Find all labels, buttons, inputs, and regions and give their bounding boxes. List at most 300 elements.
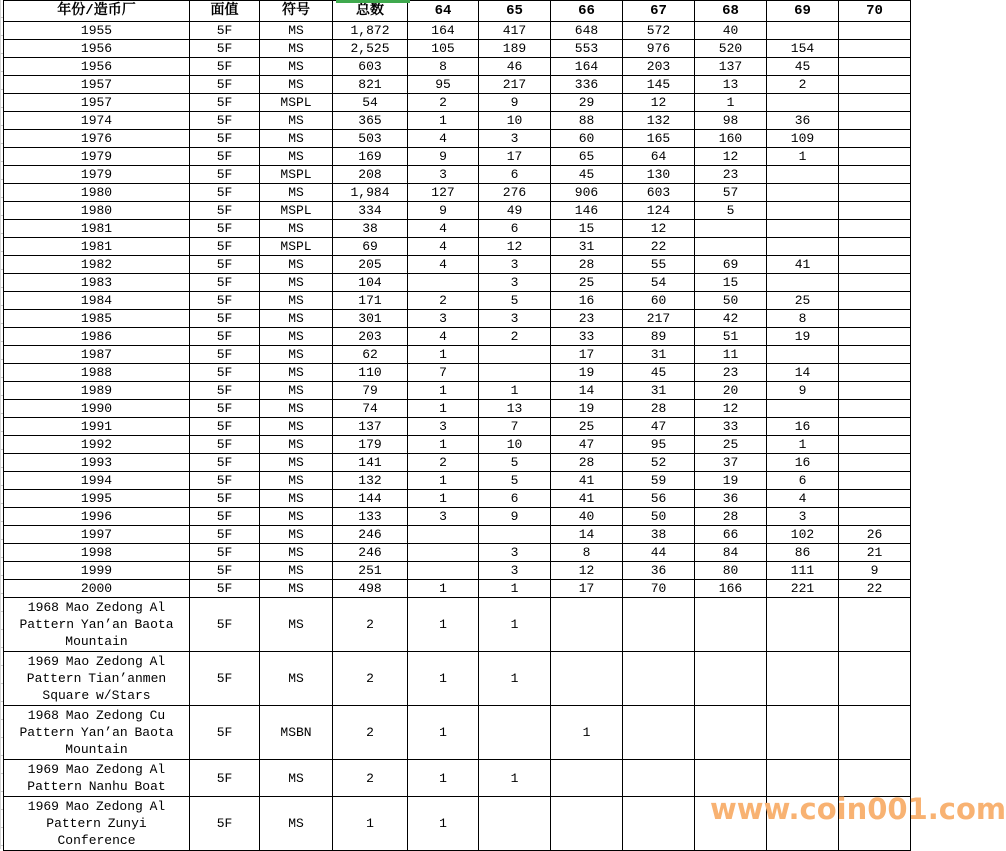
cell-value[interactable]: 154 bbox=[767, 40, 839, 58]
cell-value[interactable] bbox=[839, 760, 911, 797]
cell-value[interactable]: 171 bbox=[333, 292, 408, 310]
cell-value[interactable]: 102 bbox=[767, 526, 839, 544]
cell-value[interactable]: 11 bbox=[695, 346, 767, 364]
cell-value[interactable] bbox=[479, 797, 551, 851]
cell-value[interactable]: 41 bbox=[551, 490, 623, 508]
cell-value[interactable]: 821 bbox=[333, 76, 408, 94]
cell-value[interactable]: 45 bbox=[767, 58, 839, 76]
cell-value[interactable]: 3 bbox=[479, 256, 551, 274]
cell-year-mint[interactable]: 1997 bbox=[4, 526, 190, 544]
cell-value[interactable]: 5F bbox=[190, 508, 260, 526]
cell-value[interactable] bbox=[767, 652, 839, 706]
cell-value[interactable]: 57 bbox=[695, 184, 767, 202]
cell-value[interactable]: 45 bbox=[551, 166, 623, 184]
cell-value[interactable]: 3 bbox=[479, 274, 551, 292]
cell-value[interactable]: 4 bbox=[408, 238, 479, 256]
cell-value[interactable]: 111 bbox=[767, 562, 839, 580]
cell-value[interactable]: 5F bbox=[190, 112, 260, 130]
cell-value[interactable]: 5F bbox=[190, 400, 260, 418]
cell-value[interactable]: 3 bbox=[479, 544, 551, 562]
cell-value[interactable]: 166 bbox=[695, 580, 767, 598]
cell-value[interactable]: 5F bbox=[190, 526, 260, 544]
cell-value[interactable]: 205 bbox=[333, 256, 408, 274]
cell-value[interactable]: 5F bbox=[190, 184, 260, 202]
cell-value[interactable]: 54 bbox=[333, 94, 408, 112]
cell-year-mint[interactable]: 1957 bbox=[4, 76, 190, 94]
cell-value[interactable]: 208 bbox=[333, 166, 408, 184]
cell-value[interactable]: MS bbox=[260, 364, 333, 382]
cell-value[interactable]: 12 bbox=[551, 562, 623, 580]
cell-value[interactable]: MS bbox=[260, 274, 333, 292]
cell-value[interactable]: 38 bbox=[333, 220, 408, 238]
cell-value[interactable]: MS bbox=[260, 148, 333, 166]
cell-value[interactable]: 95 bbox=[623, 436, 695, 454]
cell-value[interactable]: MS bbox=[260, 526, 333, 544]
cell-year-mint[interactable]: 1993 bbox=[4, 454, 190, 472]
cell-value[interactable]: 33 bbox=[695, 418, 767, 436]
cell-value[interactable] bbox=[839, 490, 911, 508]
column-header-2[interactable]: 符号 bbox=[260, 1, 333, 22]
cell-value[interactable]: 86 bbox=[767, 544, 839, 562]
column-header-1[interactable]: 面值 bbox=[190, 1, 260, 22]
cell-value[interactable]: 1 bbox=[479, 598, 551, 652]
cell-value[interactable]: 8 bbox=[767, 310, 839, 328]
cell-value[interactable] bbox=[551, 652, 623, 706]
cell-value[interactable]: 16 bbox=[551, 292, 623, 310]
cell-value[interactable]: 9 bbox=[408, 202, 479, 220]
cell-value[interactable]: 62 bbox=[333, 346, 408, 364]
cell-value[interactable]: 1 bbox=[479, 580, 551, 598]
cell-value[interactable]: MS bbox=[260, 490, 333, 508]
cell-value[interactable]: 10 bbox=[479, 436, 551, 454]
cell-value[interactable]: 104 bbox=[333, 274, 408, 292]
cell-value[interactable]: 29 bbox=[551, 94, 623, 112]
cell-value[interactable] bbox=[623, 652, 695, 706]
cell-value[interactable]: 1 bbox=[408, 490, 479, 508]
cell-value[interactable] bbox=[839, 436, 911, 454]
cell-value[interactable]: 5F bbox=[190, 652, 260, 706]
cell-year-mint[interactable]: 1969 Mao Zedong Al Pattern Nanhu Boat bbox=[4, 760, 190, 797]
cell-value[interactable] bbox=[551, 598, 623, 652]
cell-value[interactable]: 4 bbox=[408, 256, 479, 274]
cell-value[interactable] bbox=[479, 526, 551, 544]
cell-value[interactable]: 110 bbox=[333, 364, 408, 382]
cell-value[interactable]: 572 bbox=[623, 22, 695, 40]
cell-value[interactable]: 2,525 bbox=[333, 40, 408, 58]
cell-value[interactable]: MS bbox=[260, 400, 333, 418]
cell-value[interactable]: MS bbox=[260, 76, 333, 94]
cell-value[interactable] bbox=[839, 472, 911, 490]
cell-value[interactable] bbox=[695, 238, 767, 256]
cell-value[interactable] bbox=[479, 364, 551, 382]
cell-value[interactable]: 12 bbox=[695, 400, 767, 418]
cell-year-mint[interactable]: 1981 bbox=[4, 220, 190, 238]
cell-value[interactable]: 37 bbox=[695, 454, 767, 472]
cell-value[interactable]: 105 bbox=[408, 40, 479, 58]
cell-value[interactable]: 217 bbox=[479, 76, 551, 94]
cell-value[interactable] bbox=[839, 328, 911, 346]
cell-value[interactable] bbox=[623, 797, 695, 851]
cell-value[interactable]: 976 bbox=[623, 40, 695, 58]
cell-value[interactable]: 1 bbox=[479, 382, 551, 400]
cell-value[interactable] bbox=[479, 346, 551, 364]
cell-value[interactable]: 15 bbox=[551, 220, 623, 238]
cell-value[interactable]: 2 bbox=[333, 760, 408, 797]
cell-value[interactable]: 3 bbox=[479, 130, 551, 148]
cell-value[interactable]: MS bbox=[260, 454, 333, 472]
cell-value[interactable]: 5F bbox=[190, 598, 260, 652]
cell-value[interactable]: 79 bbox=[333, 382, 408, 400]
cell-value[interactable] bbox=[839, 220, 911, 238]
cell-value[interactable]: 6 bbox=[479, 490, 551, 508]
cell-value[interactable] bbox=[839, 184, 911, 202]
cell-value[interactable]: MS bbox=[260, 562, 333, 580]
cell-value[interactable]: 5F bbox=[190, 760, 260, 797]
cell-value[interactable]: 9 bbox=[839, 562, 911, 580]
cell-value[interactable]: 906 bbox=[551, 184, 623, 202]
cell-value[interactable] bbox=[767, 166, 839, 184]
cell-value[interactable] bbox=[839, 112, 911, 130]
cell-value[interactable]: 1 bbox=[767, 148, 839, 166]
cell-value[interactable]: 9 bbox=[479, 508, 551, 526]
cell-value[interactable]: 19 bbox=[551, 364, 623, 382]
cell-value[interactable]: 6 bbox=[767, 472, 839, 490]
cell-value[interactable]: 70 bbox=[623, 580, 695, 598]
cell-value[interactable] bbox=[839, 238, 911, 256]
cell-value[interactable] bbox=[767, 706, 839, 760]
cell-value[interactable]: 2 bbox=[767, 76, 839, 94]
cell-value[interactable]: 66 bbox=[695, 526, 767, 544]
cell-value[interactable]: 23 bbox=[551, 310, 623, 328]
cell-value[interactable]: 8 bbox=[408, 58, 479, 76]
cell-value[interactable]: 31 bbox=[623, 382, 695, 400]
cell-value[interactable]: 246 bbox=[333, 544, 408, 562]
column-header-0[interactable]: 年份/造币厂 bbox=[4, 1, 190, 22]
cell-value[interactable]: MSPL bbox=[260, 202, 333, 220]
cell-value[interactable]: 1 bbox=[408, 760, 479, 797]
cell-year-mint[interactable]: 1980 bbox=[4, 184, 190, 202]
cell-value[interactable]: MS bbox=[260, 598, 333, 652]
cell-value[interactable]: 2 bbox=[333, 652, 408, 706]
cell-value[interactable] bbox=[695, 706, 767, 760]
cell-year-mint[interactable]: 1985 bbox=[4, 310, 190, 328]
cell-value[interactable]: 5F bbox=[190, 490, 260, 508]
column-header-selected[interactable]: 总数 bbox=[333, 1, 408, 22]
cell-value[interactable]: MS bbox=[260, 418, 333, 436]
cell-value[interactable]: MS bbox=[260, 580, 333, 598]
cell-value[interactable]: 31 bbox=[551, 238, 623, 256]
cell-value[interactable]: 38 bbox=[623, 526, 695, 544]
cell-value[interactable]: 164 bbox=[551, 58, 623, 76]
cell-value[interactable]: MS bbox=[260, 436, 333, 454]
cell-value[interactable]: 5F bbox=[190, 472, 260, 490]
cell-value[interactable]: 45 bbox=[623, 364, 695, 382]
cell-value[interactable]: 146 bbox=[551, 202, 623, 220]
cell-value[interactable]: 28 bbox=[623, 400, 695, 418]
cell-year-mint[interactable]: 1983 bbox=[4, 274, 190, 292]
cell-value[interactable] bbox=[839, 166, 911, 184]
cell-value[interactable]: MS bbox=[260, 220, 333, 238]
cell-value[interactable] bbox=[839, 76, 911, 94]
cell-value[interactable]: 124 bbox=[623, 202, 695, 220]
cell-value[interactable]: 44 bbox=[623, 544, 695, 562]
cell-value[interactable] bbox=[839, 310, 911, 328]
cell-value[interactable]: 160 bbox=[695, 130, 767, 148]
cell-value[interactable]: 12 bbox=[479, 238, 551, 256]
cell-year-mint[interactable]: 1988 bbox=[4, 364, 190, 382]
cell-value[interactable]: 49 bbox=[479, 202, 551, 220]
cell-value[interactable] bbox=[839, 256, 911, 274]
cell-value[interactable]: 1 bbox=[408, 706, 479, 760]
cell-value[interactable] bbox=[767, 22, 839, 40]
cell-value[interactable] bbox=[695, 220, 767, 238]
cell-value[interactable]: 47 bbox=[623, 418, 695, 436]
cell-value[interactable]: 3 bbox=[408, 418, 479, 436]
cell-year-mint[interactable]: 1976 bbox=[4, 130, 190, 148]
cell-value[interactable]: 17 bbox=[551, 346, 623, 364]
cell-value[interactable]: 5F bbox=[190, 562, 260, 580]
cell-value[interactable]: 5F bbox=[190, 364, 260, 382]
cell-value[interactable]: 47 bbox=[551, 436, 623, 454]
cell-value[interactable]: 603 bbox=[623, 184, 695, 202]
cell-value[interactable]: 5F bbox=[190, 346, 260, 364]
cell-value[interactable]: 22 bbox=[623, 238, 695, 256]
cell-value[interactable]: 42 bbox=[695, 310, 767, 328]
cell-value[interactable] bbox=[408, 526, 479, 544]
cell-year-mint[interactable]: 1979 bbox=[4, 166, 190, 184]
cell-value[interactable]: 137 bbox=[333, 418, 408, 436]
cell-value[interactable]: 6 bbox=[479, 220, 551, 238]
cell-value[interactable]: 9 bbox=[479, 94, 551, 112]
cell-value[interactable]: 14 bbox=[767, 364, 839, 382]
cell-value[interactable] bbox=[767, 184, 839, 202]
cell-value[interactable] bbox=[767, 94, 839, 112]
cell-value[interactable]: 65 bbox=[551, 148, 623, 166]
cell-value[interactable] bbox=[767, 760, 839, 797]
cell-year-mint[interactable]: 1999 bbox=[4, 562, 190, 580]
cell-value[interactable]: 1 bbox=[479, 652, 551, 706]
cell-value[interactable]: 7 bbox=[479, 418, 551, 436]
cell-value[interactable]: 217 bbox=[623, 310, 695, 328]
cell-value[interactable] bbox=[408, 562, 479, 580]
cell-value[interactable]: 503 bbox=[333, 130, 408, 148]
cell-year-mint[interactable]: 1979 bbox=[4, 148, 190, 166]
cell-value[interactable]: 12 bbox=[695, 148, 767, 166]
cell-value[interactable]: 1 bbox=[408, 400, 479, 418]
cell-value[interactable]: MS bbox=[260, 472, 333, 490]
cell-value[interactable]: 69 bbox=[333, 238, 408, 256]
cell-value[interactable]: 25 bbox=[551, 274, 623, 292]
cell-value[interactable]: 2 bbox=[408, 94, 479, 112]
cell-value[interactable]: 14 bbox=[551, 382, 623, 400]
cell-value[interactable]: MS bbox=[260, 652, 333, 706]
cell-value[interactable]: 26 bbox=[839, 526, 911, 544]
cell-value[interactable] bbox=[767, 220, 839, 238]
cell-value[interactable]: 1,984 bbox=[333, 184, 408, 202]
cell-value[interactable]: 165 bbox=[623, 130, 695, 148]
cell-year-mint[interactable]: 1957 bbox=[4, 94, 190, 112]
cell-value[interactable]: 203 bbox=[333, 328, 408, 346]
cell-value[interactable]: 98 bbox=[695, 112, 767, 130]
cell-value[interactable] bbox=[839, 202, 911, 220]
cell-year-mint[interactable]: 1969 Mao Zedong Al Pattern Zunyi Conference bbox=[4, 797, 190, 851]
cell-value[interactable]: 498 bbox=[333, 580, 408, 598]
cell-value[interactable]: 5F bbox=[190, 706, 260, 760]
cell-value[interactable]: 10 bbox=[479, 112, 551, 130]
cell-value[interactable] bbox=[767, 202, 839, 220]
cell-value[interactable]: MS bbox=[260, 382, 333, 400]
cell-value[interactable]: 17 bbox=[479, 148, 551, 166]
cell-value[interactable] bbox=[767, 274, 839, 292]
column-header-4[interactable]: 64 bbox=[408, 1, 479, 22]
cell-year-mint[interactable]: 1998 bbox=[4, 544, 190, 562]
cell-value[interactable]: 5F bbox=[190, 238, 260, 256]
cell-value[interactable]: 19 bbox=[695, 472, 767, 490]
cell-value[interactable]: 6 bbox=[479, 166, 551, 184]
cell-value[interactable]: 3 bbox=[408, 166, 479, 184]
cell-value[interactable]: 9 bbox=[408, 148, 479, 166]
cell-value[interactable] bbox=[839, 797, 911, 851]
cell-value[interactable]: 5F bbox=[190, 148, 260, 166]
cell-year-mint[interactable]: 1980 bbox=[4, 202, 190, 220]
cell-value[interactable] bbox=[839, 346, 911, 364]
cell-value[interactable]: 132 bbox=[333, 472, 408, 490]
cell-value[interactable] bbox=[839, 706, 911, 760]
cell-value[interactable] bbox=[408, 274, 479, 292]
cell-value[interactable]: 5 bbox=[479, 454, 551, 472]
cell-year-mint[interactable]: 1955 bbox=[4, 22, 190, 40]
cell-value[interactable]: 648 bbox=[551, 22, 623, 40]
column-header-9[interactable]: 69 bbox=[767, 1, 839, 22]
cell-value[interactable]: MS bbox=[260, 40, 333, 58]
cell-value[interactable] bbox=[695, 652, 767, 706]
cell-value[interactable]: 7 bbox=[408, 364, 479, 382]
cell-value[interactable]: 50 bbox=[623, 508, 695, 526]
cell-value[interactable]: 55 bbox=[623, 256, 695, 274]
cell-value[interactable] bbox=[551, 797, 623, 851]
cell-value[interactable]: MS bbox=[260, 760, 333, 797]
cell-value[interactable]: 145 bbox=[623, 76, 695, 94]
cell-value[interactable] bbox=[767, 797, 839, 851]
cell-year-mint[interactable]: 1984 bbox=[4, 292, 190, 310]
column-header-8[interactable]: 68 bbox=[695, 1, 767, 22]
cell-value[interactable]: 2 bbox=[408, 292, 479, 310]
cell-value[interactable]: 5F bbox=[190, 544, 260, 562]
cell-value[interactable]: 246 bbox=[333, 526, 408, 544]
cell-value[interactable]: 3 bbox=[408, 310, 479, 328]
cell-value[interactable]: 1,872 bbox=[333, 22, 408, 40]
cell-value[interactable]: 4 bbox=[767, 490, 839, 508]
cell-value[interactable]: 3 bbox=[767, 508, 839, 526]
cell-value[interactable]: 64 bbox=[623, 148, 695, 166]
cell-value[interactable]: 8 bbox=[551, 544, 623, 562]
cell-year-mint[interactable]: 1989 bbox=[4, 382, 190, 400]
cell-value[interactable]: 334 bbox=[333, 202, 408, 220]
cell-value[interactable]: 1 bbox=[408, 472, 479, 490]
cell-value[interactable]: 179 bbox=[333, 436, 408, 454]
cell-value[interactable] bbox=[695, 760, 767, 797]
cell-value[interactable]: MS bbox=[260, 58, 333, 76]
cell-value[interactable]: 2 bbox=[408, 454, 479, 472]
cell-value[interactable]: 60 bbox=[623, 292, 695, 310]
cell-value[interactable] bbox=[839, 364, 911, 382]
cell-value[interactable]: 5F bbox=[190, 418, 260, 436]
cell-value[interactable] bbox=[551, 760, 623, 797]
cell-value[interactable] bbox=[767, 598, 839, 652]
cell-value[interactable]: 40 bbox=[695, 22, 767, 40]
cell-value[interactable]: 5 bbox=[695, 202, 767, 220]
cell-value[interactable] bbox=[839, 40, 911, 58]
cell-value[interactable]: 5F bbox=[190, 220, 260, 238]
cell-value[interactable]: 9 bbox=[767, 382, 839, 400]
cell-value[interactable] bbox=[839, 292, 911, 310]
cell-value[interactable]: 80 bbox=[695, 562, 767, 580]
cell-value[interactable] bbox=[839, 400, 911, 418]
cell-value[interactable]: 74 bbox=[333, 400, 408, 418]
cell-value[interactable]: 5F bbox=[190, 797, 260, 851]
cell-value[interactable]: MS bbox=[260, 508, 333, 526]
cell-value[interactable]: 52 bbox=[623, 454, 695, 472]
cell-value[interactable]: 4 bbox=[408, 328, 479, 346]
cell-value[interactable]: 5 bbox=[479, 472, 551, 490]
cell-value[interactable]: 25 bbox=[767, 292, 839, 310]
cell-value[interactable]: 12 bbox=[623, 94, 695, 112]
cell-value[interactable]: 23 bbox=[695, 364, 767, 382]
cell-value[interactable]: 28 bbox=[551, 256, 623, 274]
cell-value[interactable]: 3 bbox=[479, 310, 551, 328]
cell-value[interactable]: 141 bbox=[333, 454, 408, 472]
cell-value[interactable] bbox=[839, 130, 911, 148]
cell-value[interactable] bbox=[695, 598, 767, 652]
cell-value[interactable]: 5F bbox=[190, 292, 260, 310]
cell-value[interactable]: 51 bbox=[695, 328, 767, 346]
cell-year-mint[interactable]: 1994 bbox=[4, 472, 190, 490]
cell-value[interactable]: MS bbox=[260, 130, 333, 148]
cell-value[interactable]: 5 bbox=[479, 292, 551, 310]
cell-value[interactable]: 41 bbox=[767, 256, 839, 274]
cell-value[interactable] bbox=[839, 58, 911, 76]
cell-value[interactable]: 36 bbox=[695, 490, 767, 508]
cell-value[interactable]: 1 bbox=[695, 94, 767, 112]
cell-year-mint[interactable]: 1982 bbox=[4, 256, 190, 274]
cell-value[interactable]: 169 bbox=[333, 148, 408, 166]
cell-value[interactable]: MS bbox=[260, 256, 333, 274]
cell-value[interactable] bbox=[767, 238, 839, 256]
cell-value[interactable] bbox=[839, 454, 911, 472]
cell-value[interactable]: 164 bbox=[408, 22, 479, 40]
cell-value[interactable]: 31 bbox=[623, 346, 695, 364]
cell-value[interactable]: 28 bbox=[695, 508, 767, 526]
cell-value[interactable]: 69 bbox=[695, 256, 767, 274]
cell-value[interactable]: 5F bbox=[190, 256, 260, 274]
cell-value[interactable] bbox=[695, 797, 767, 851]
cell-value[interactable]: 22 bbox=[839, 580, 911, 598]
cell-value[interactable]: 301 bbox=[333, 310, 408, 328]
cell-value[interactable]: 276 bbox=[479, 184, 551, 202]
cell-value[interactable]: 5F bbox=[190, 274, 260, 292]
cell-value[interactable]: 1 bbox=[408, 112, 479, 130]
cell-value[interactable] bbox=[839, 148, 911, 166]
cell-value[interactable]: 15 bbox=[695, 274, 767, 292]
cell-year-mint[interactable]: 1968 Mao Zedong Al Pattern Yan’an Baota Mountain bbox=[4, 598, 190, 652]
cell-value[interactable]: 17 bbox=[551, 580, 623, 598]
cell-year-mint[interactable]: 1981 bbox=[4, 238, 190, 256]
cell-value[interactable]: 84 bbox=[695, 544, 767, 562]
cell-value[interactable]: 5F bbox=[190, 310, 260, 328]
cell-value[interactable]: 1 bbox=[767, 436, 839, 454]
cell-value[interactable]: 553 bbox=[551, 40, 623, 58]
cell-value[interactable]: 36 bbox=[623, 562, 695, 580]
